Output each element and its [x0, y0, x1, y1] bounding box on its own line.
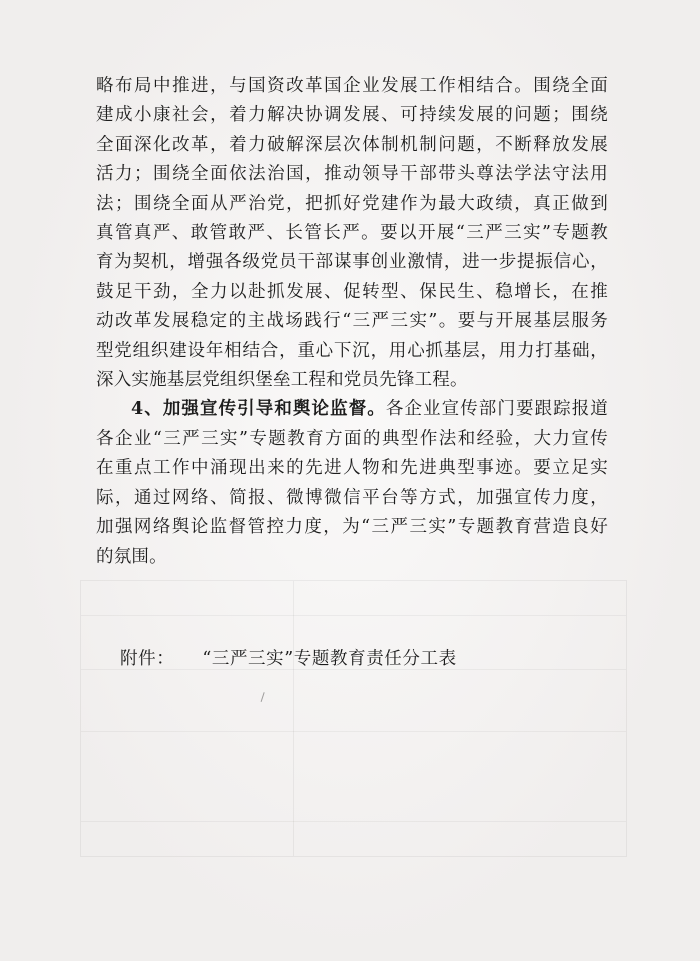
paragraph-line: 真管真严、敢管敢严、长管长严。要以开展“三严三实”专题教 [96, 223, 608, 244]
bleed-through-table [80, 580, 627, 857]
paragraph-1 [96, 72, 608, 395]
paragraph-line: 建成小康社会，着力解决协调发展、可持续发展的问题；围绕 [96, 105, 608, 126]
section-heading: 4、加强宣传引导和舆论监督。 [131, 399, 386, 420]
paragraph-line: 活力；围绕全面依法治国，推动领导干部带头尊法学法守法用 [96, 164, 608, 185]
paragraph-first-line [96, 395, 608, 424]
attachment-title: “三严三实”专题教育责任分工表 [202, 649, 457, 669]
pen-mark [261, 692, 271, 704]
paragraph-line: 法；围绕全面从严治党，把抓好党建作为最大政绩，真正做到 [96, 193, 608, 214]
paragraph-line: 在重点工作中涌现出来的先进人物和先进典型事迹。要立足实 [96, 458, 608, 479]
paragraph-line: 加强网络舆论监督管控力度，为“三严三实”专题教育营造良好 [96, 517, 608, 538]
document-body [96, 72, 608, 572]
paragraph-line: 动改革发展稳定的主战场践行“三严三实”。要与开展基层服务 [96, 311, 608, 332]
paragraph-line: 深入实施基层党组织堡垒工程和党员先锋工程。 [96, 370, 468, 391]
paragraph-line: 的氛围。 [96, 546, 167, 567]
paragraph-line: 略布局中推进，与国资改革国企业发展工作相结合。围绕全面 [96, 76, 608, 96]
paragraph-line: 鼓足干劲，全力以赴抓发展、促转型、保民生、稳增长，在推 [96, 281, 608, 302]
paragraph-line: 各企业“三严三实”专题教育方面的典型作法和经验，大力宣传 [96, 428, 608, 449]
paragraph-line-rest: 各企业宣传部门要跟踪报道 [385, 399, 608, 420]
attachment-note [120, 645, 457, 670]
paragraph-line: 育为契机，增强各级党员干部谋事创业激情，进一步提振信心， [96, 252, 608, 273]
attachment-label: 附件： [120, 649, 175, 669]
paragraph-line: 际，通过网络、简报、微博微信平台等方式，加强宣传力度， [96, 487, 608, 508]
paragraph-2 [96, 395, 608, 571]
paragraph-line: 全面深化改革，着力破解深层次体制机制问题，不断释放发展 [96, 134, 608, 155]
paragraph-line: 型党组织建设年相结合，重心下沉，用心抓基层，用力打基础， [96, 340, 608, 361]
